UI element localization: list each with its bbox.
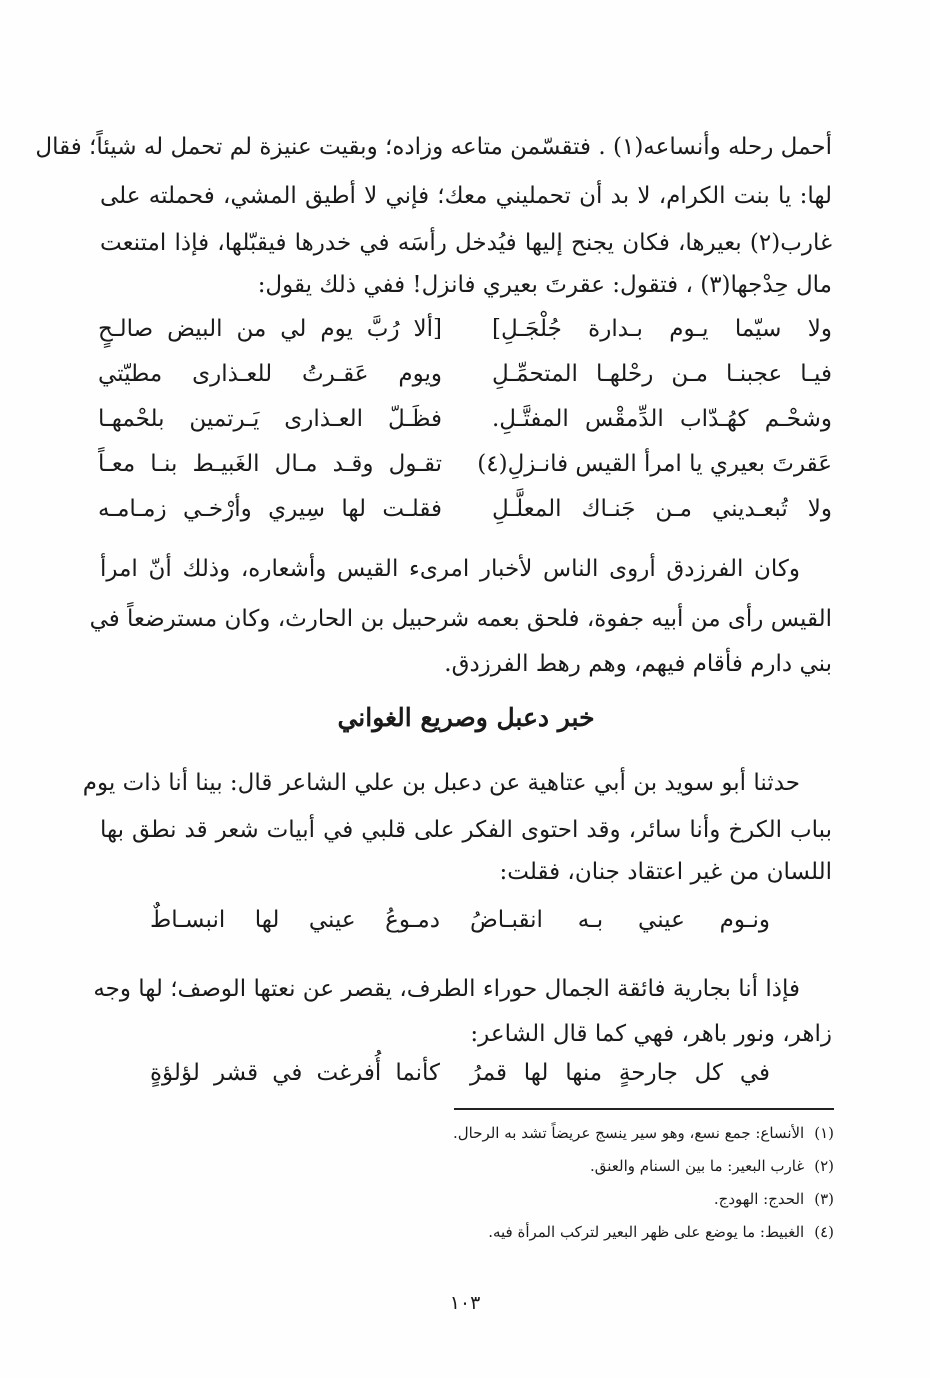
verse-second-hemistich: وشحْـم كهُـدّاب الدِّمقْس المفتَّـلِ. [492,406,832,432]
verse-first-hemistich: دمـوعُ عيني لها انبسـاطٌ [150,907,440,933]
footnote-text: غارب البعير: ما بين السنام والعنق. [589,1157,805,1175]
verse-first-hemistich: تقـول وقـد مـال الغَبيـط بنـا معـاً [98,451,442,477]
footnote-divider [454,1108,834,1110]
paragraph-line: القيس رأى من أبيه جفوة، فلحق بعمه شرحبيل بن الحارث، وكان مسترضعاً في [89,606,832,632]
paragraph-line: لها: يا بنت الكرام، لا بد أن تحمليني معك؛ فإني لا أطيق المشي، فحملته على [100,183,832,209]
footnote-item [94,1118,834,1148]
verse-first-hemistich: فقلـت لها سِيري وأرْخـي زمـامـه [98,496,442,522]
page-number: ١٠٣ [449,1292,481,1314]
paragraph-line: وكان الفرزدق أروى الناس لأخبار امرىء القيس وأشعاره، وذلك أنّ امرأ [100,556,800,582]
verse-first-hemistich: فظَـلّ العـذارى يَـرتمين بلحْمهـا [98,406,442,432]
paragraph-line: زاهر، ونور باهر، فهي كما قال الشاعر: [470,1021,832,1047]
footnote-number: (٣) [814,1190,834,1208]
footnote-item [94,1217,834,1247]
footnote-text: الغبيط: ما يوضع على ظهر البعير لتركب المرأة فيه. [488,1223,805,1241]
verse-second-hemistich: في كل جارحةٍ منها لها قمرُ [470,1060,770,1086]
paragraph-line: بني دارم فأقام فيهم، وهم رهط الفرزدق. [444,651,832,677]
verse-second-hemistich: ونـوم عيني بـه انقبـاضُ [470,907,770,933]
footnote-number: (١) [814,1124,834,1142]
verse-second-hemistich: فيـا عجبنـا مـن رحْلهـا المتحمِّـلِ [492,361,832,387]
verse-first-hemistich: كأنما أُفرغت في قشر لؤلؤةٍ [150,1060,440,1086]
verse-second-hemistich: عَقرتَ بعيري يا امرأ القيس فانـزلِ(٤) [477,451,832,477]
footnote-number: (٤) [814,1223,834,1241]
paragraph-line: غارب(٢) بعيرها، فكان يجنح إليها فيُدخل رأسَه في خدرها فيقبّلها، فإذا امتنعت [100,230,832,256]
paragraph-line: مال حِدْجها(٣) ، فتقول: عقرتَ بعيري فانزل! ففي ذلك يقول: [257,272,832,298]
section-heading: خبر دعبل وصريع الغواني [337,703,595,732]
verse-first-hemistich: [ألا رُبَّ يوم لي من البيض صالـحٍ [98,316,442,342]
footnote-number: (٢) [814,1157,834,1175]
verse-second-hemistich: ولا سيّما يـوم بـدارة جُلْجَـلِ] [492,316,832,342]
paragraph-line: بباب الكرخ وأنا سائر، وقد احتوى الفكر على قلبي في أبيات شعر قد نطق بها [100,817,832,843]
paragraph-line: أحمل رحله وأنساعه(١) . فتقسّمن متاعه وزاده؛ وبقيت عنيزة لم تحمل له شيئاً؛ فقال [35,134,832,160]
footnote-text: الحدج: الهودج. [713,1190,805,1208]
verse-first-hemistich: ويوم عَقـرتُ للعـذارى مطيّتي [98,361,442,387]
verse-second-hemistich: ولا تُبعـديني مـن جَنـاك المعلَّـلِ [492,496,832,522]
footnote-item [94,1184,834,1214]
paragraph-line: حدثنا أبو سويد بن أبي عتاهية عن دعبل بن علي الشاعر قال: بينا أنا ذات يوم [82,770,800,796]
paragraph-line: اللسان من غير اعتقاد جنان، فقلت: [499,859,832,885]
paragraph-line: فإذا أنا بجارية فائقة الجمال حوراء الطرف، يقصر عن نعتها الوصف؛ لها وجه [93,976,800,1002]
footnote-text: الأنساع: جمع نسع، وهو سير ينسج عريضاً تشد به الرحال. [452,1124,805,1142]
footnote-item [94,1151,834,1181]
